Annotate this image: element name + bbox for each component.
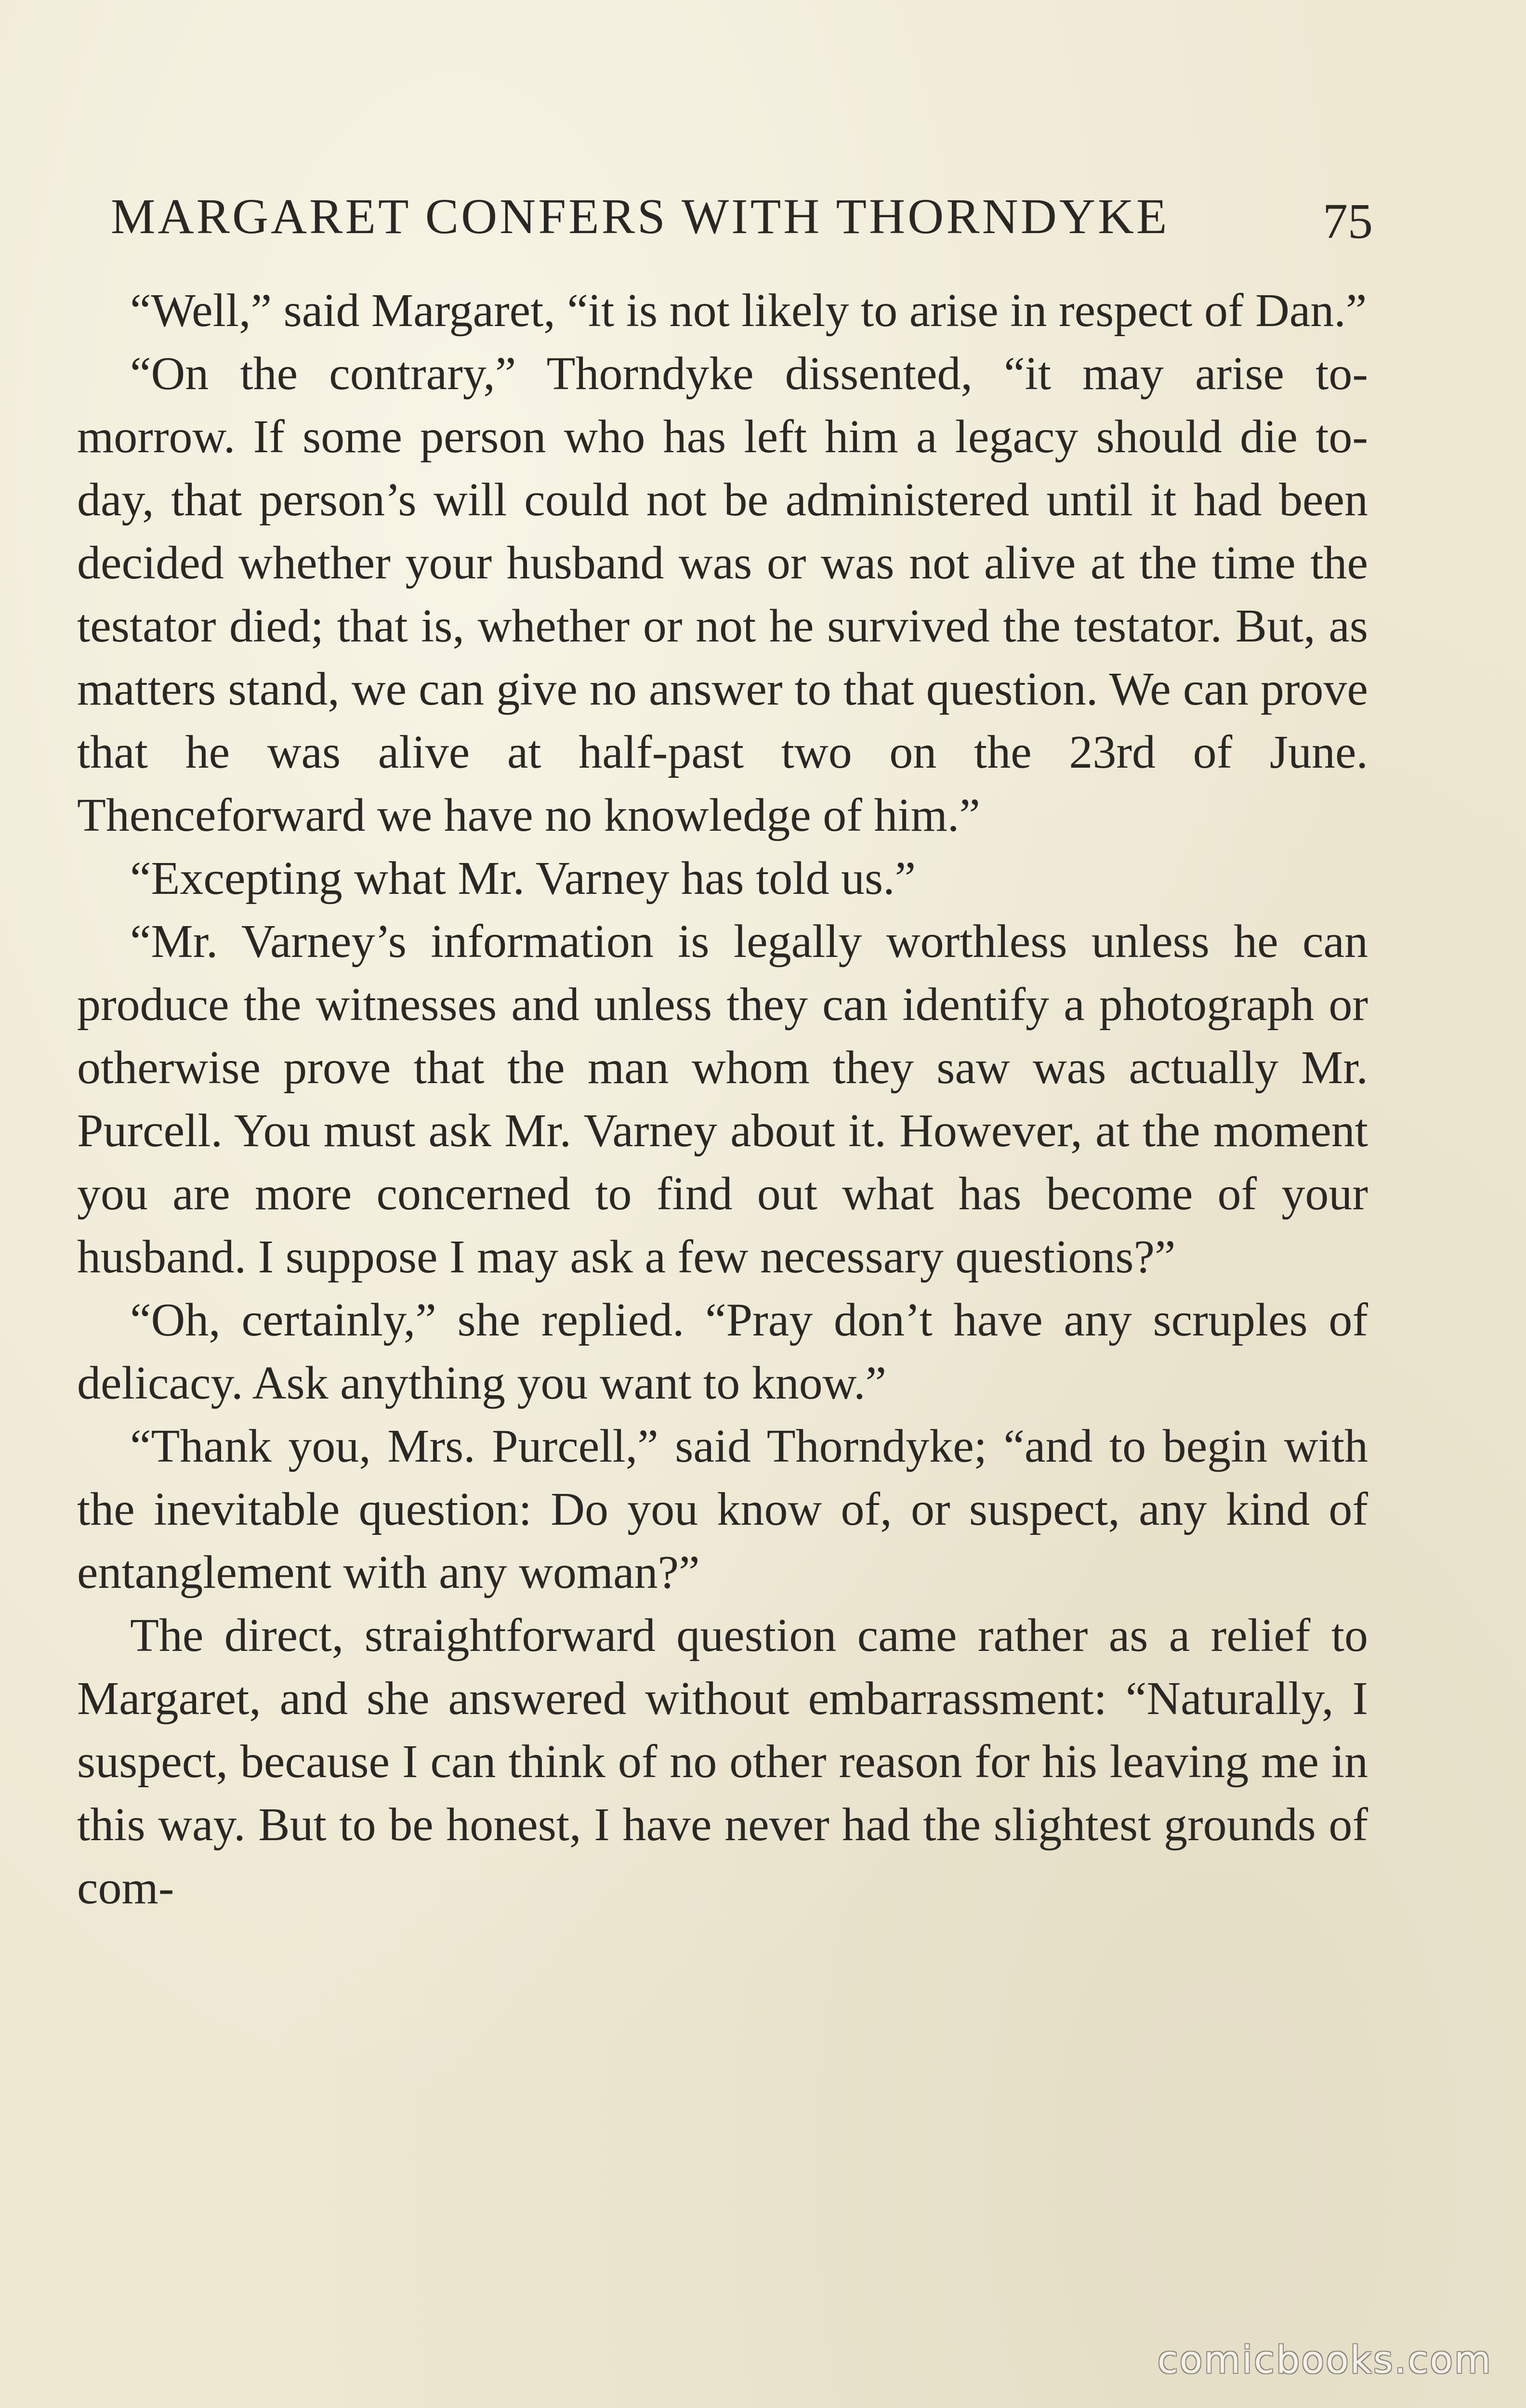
watermark: comicbooks.com (1157, 2339, 1492, 2382)
paragraph: The direct, straightforward question came rather as a relief to Margaret, and she answered without embarrassment: “Naturally, I suspect, because I can think of no other reason for his leaving me in this way. But to be honest, I have never had the slightest grounds of com- (77, 1610, 1368, 1914)
paragraph: “Well,” said Margaret, “it is not likely to arise in respect of Dan.” (130, 285, 1367, 337)
paragraph: “On the contrary,” Thorndyke dissented, “it may arise to-morrow. If some person who has left him a legacy should die to-day, that person’s will could not be administered until it had been decided whether your husband was or was not alive at the time the testator died; that is, whether or not he survived the testator. But, as matters stand, we can give no answer to that question. We can prove that he was alive at half-past two on the 23rd of June. Thenceforward we have no knowledge of him.” (77, 348, 1368, 841)
paragraph: “Excepting what Mr. Varney has told us.” (130, 852, 916, 904)
paragraph: “Mr. Varney’s information is legally worthless unless he can produce the witnesses and unless they can identify a photograph or otherwise prove that the man whom they saw was actually Mr. Purcell. You must ask Mr. Varney about it. However, at the moment you are more concerned to find out what has become of your husband. I suppose I may ask a few necessary questions?” (77, 916, 1368, 1283)
book-page (77, 183, 1373, 1920)
page-number: 75 (1323, 194, 1373, 249)
running-head (77, 183, 1373, 260)
chapter-title: MARGARET CONFERS WITH THORNDYKE (111, 189, 1170, 244)
paragraph: “Oh, certainly,” she replied. “Pray don’t have any scruples of delicacy. Ask anything you want to know.” (77, 1294, 1368, 1409)
paragraph: “Thank you, Mrs. Purcell,” said Thorndyke; “and to begin with the inevitable question: Do you know of, or suspect, any kind of entanglement with any woman?” (77, 1420, 1368, 1598)
body-text (77, 279, 1368, 1920)
